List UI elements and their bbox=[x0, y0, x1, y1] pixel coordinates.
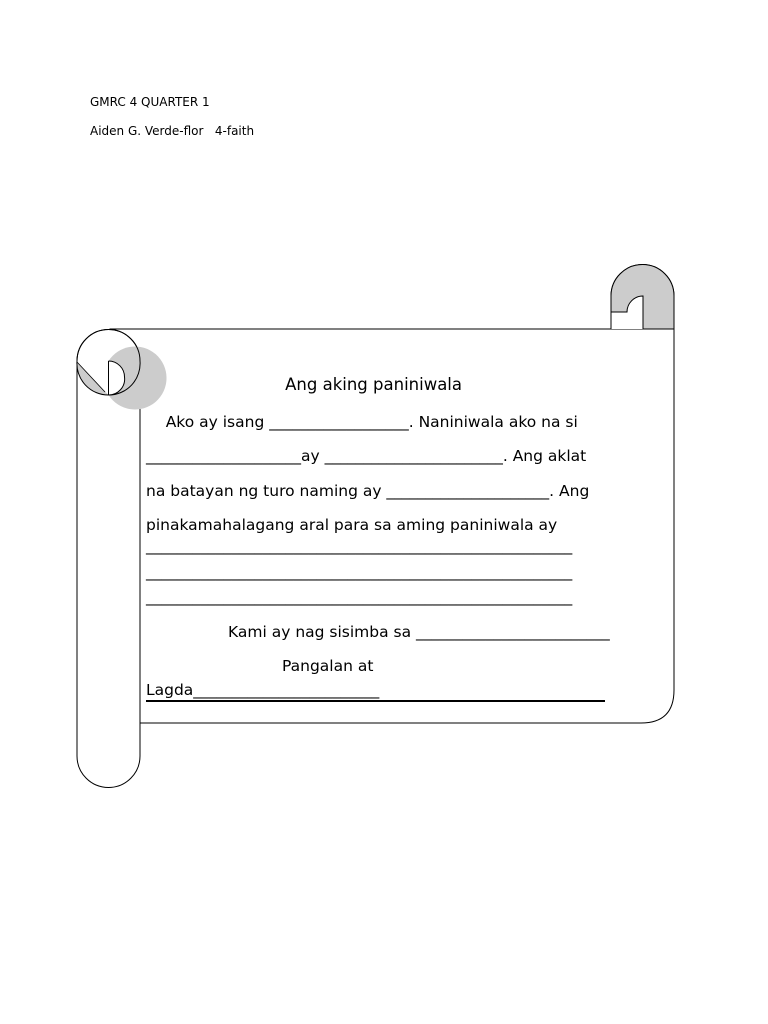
worksheet-title: Ang aking paniniwala bbox=[285, 375, 462, 394]
answer-blank-2: _______________________________________________________ bbox=[146, 563, 573, 581]
sentence-line-2: ____________________ay _______________________. Ang aklat bbox=[146, 447, 587, 465]
sentence-line-3: na batayan ng turo naming ay _____________________. Ang bbox=[146, 482, 590, 500]
subject-header: GMRC 4 QUARTER 1 bbox=[90, 95, 210, 109]
student-name-line: Aiden G. Verde-flor 4-faith bbox=[90, 124, 255, 138]
answer-blank-3: _______________________________________________________ bbox=[146, 588, 573, 606]
name-label: Pangalan at bbox=[282, 657, 374, 675]
signature-line: Lagda________________________ bbox=[146, 681, 380, 699]
sentence-line-1: Ako ay isang __________________. Naniniwala ako na si bbox=[146, 413, 578, 431]
answer-blank-1: _______________________________________________________ bbox=[146, 537, 573, 555]
church-line: Kami ay nag sisimba sa _________________________ bbox=[228, 623, 610, 641]
sentence-line-4: pinakamahalagang aral para sa aming paniniwala ay bbox=[146, 516, 558, 534]
